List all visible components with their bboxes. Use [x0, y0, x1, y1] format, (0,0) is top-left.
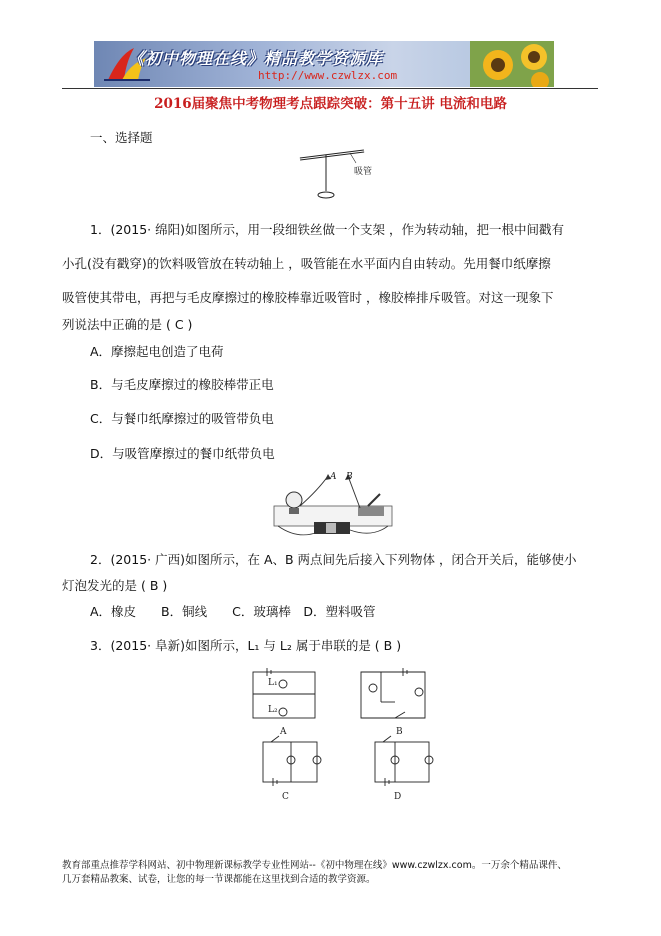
- sunflower-icon: [470, 41, 554, 87]
- q2-stem-line-2: 灯泡发光的是 ( B ): [62, 578, 168, 593]
- section-title: 一、选择题: [90, 130, 153, 145]
- q2-stem-line-1: 2．(2015· 广西)如图所示，在 A、B 两点间先后接入下列物体 ，闭合开关后，能够使小: [90, 552, 577, 567]
- bulb-l1-label: L₁: [268, 678, 278, 688]
- q1-option-b: B．与毛皮摩擦过的橡胶棒带正电: [90, 377, 274, 392]
- q1-stem-line-2: 小孔(没有戳穿)的饮料吸管放在转动轴上 ，吸管能在水平面内自由转动。先用餐巾纸摩擦: [62, 256, 551, 271]
- banner-title: 《初中物理在线》精品教学资源库: [128, 49, 384, 68]
- header-divider: [62, 88, 598, 89]
- straw-stand-figure: [290, 145, 390, 207]
- point-a-label: A: [330, 472, 337, 482]
- straw-label: 吸管: [354, 167, 373, 177]
- circuit-b-label: B: [396, 727, 403, 737]
- footer-line-1: 教育部重点推荐学科网站、初中物理新课标教学专业性网站--《初中物理在线》www.czwlzx.com。一万余个精品课件、: [62, 860, 567, 871]
- q1-option-c: C．与餐巾纸摩擦过的吸管带负电: [90, 411, 274, 426]
- q3-stem: 3．(2015· 阜新)如图所示，L₁ 与 L₂ 属于串联的是 ( B ): [90, 638, 402, 653]
- footer-line-2: 几万套精品教案、试卷，让您的每一节课都能在这里找到合适的教学资源。: [62, 874, 376, 885]
- q1-option-d: D．与吸管摩擦过的餐巾纸带负电: [90, 446, 275, 461]
- q1-option-a: A．摩擦起电创造了电荷: [90, 344, 224, 359]
- circuit-a-label: A: [280, 727, 287, 737]
- q2-options: A．橡皮 B．铜线 C．玻璃棒 D．塑料吸管: [90, 604, 376, 619]
- bulb-l2-label: L₂: [268, 705, 278, 715]
- page-footer: [62, 859, 622, 887]
- circuit-c-label: C: [282, 792, 289, 802]
- q1-stem-line-1: 1．(2015· 绵阳)如图所示，用一段细铁丝做一个支架 ，作为转动轴，把一根中间戳有: [90, 222, 564, 237]
- point-b-label: B: [346, 472, 353, 482]
- q1-stem-line-4: 列说法中正确的是 ( C ): [62, 317, 193, 332]
- document-title: 2016届聚焦中考物理考点跟踪突破：第十五讲 电流和电路: [154, 96, 507, 112]
- q1-stem-line-3: 吸管使其带电，再把与毛皮摩擦过的橡胶棒靠近吸管时 ，橡胶棒排斥吸管。对这一现象下: [62, 290, 554, 305]
- circuit-d-label: D: [394, 792, 402, 802]
- banner-url: http://www.czwlzx.com: [258, 69, 398, 82]
